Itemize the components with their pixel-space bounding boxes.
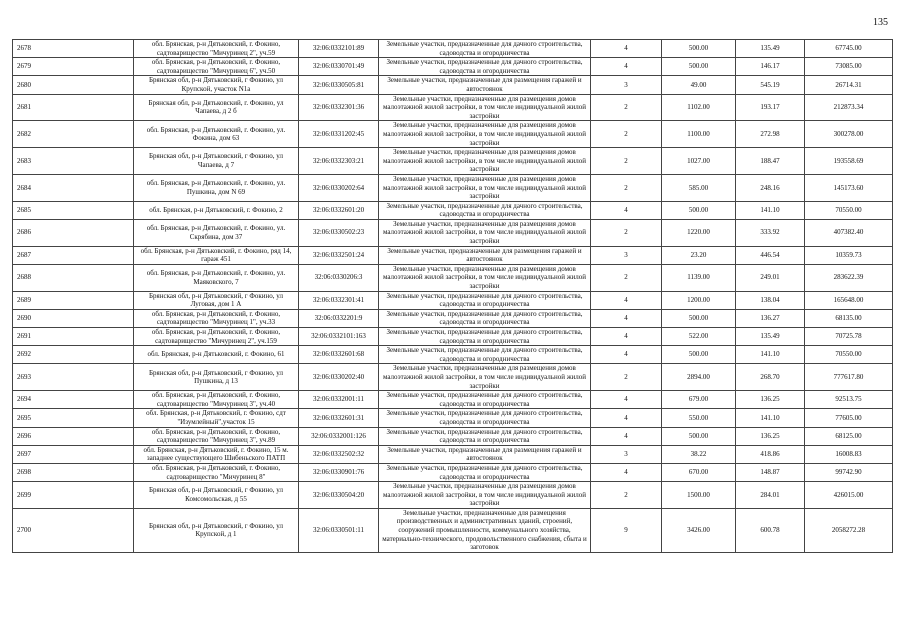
table-row — [13, 94, 893, 121]
table-row — [13, 508, 893, 552]
cadastral-value-cell: 407382.40 — [805, 219, 893, 246]
area-cell: 1220.00 — [662, 219, 736, 246]
row-number: 2684 — [13, 174, 134, 201]
cadastral-number-cell: 32:06:0330901:76 — [299, 463, 379, 481]
specific-value-cell: 136.25 — [736, 391, 805, 409]
cadastral-number-cell: 32:06:0330504:20 — [299, 482, 379, 509]
land-use-cell: Земельные участки, предназначенные для дачного строительства, садоводства и огородничества — [379, 40, 591, 58]
cadastral-number-cell: 32:06:0332601:31 — [299, 409, 379, 427]
use-group-cell: 9 — [591, 508, 662, 552]
specific-value-cell: 135.49 — [736, 328, 805, 346]
use-group-cell: 2 — [591, 482, 662, 509]
cadastral-value-cell: 212873.34 — [805, 94, 893, 121]
land-use-cell: Земельные участки, предназначенные для размещения домов малоэтажной жилой застройки, в том числе индивидуальной жилой застройки — [379, 364, 591, 391]
specific-value-cell: 284.01 — [736, 482, 805, 509]
cadastral-value-cell: 193558.69 — [805, 148, 893, 175]
specific-value-cell: 545.19 — [736, 76, 805, 94]
area-cell: 1200.00 — [662, 291, 736, 309]
table-row — [13, 201, 893, 219]
cadastral-number-cell: 32:06:0330505:81 — [299, 76, 379, 94]
table-row — [13, 264, 893, 291]
land-use-cell: Земельные участки, предназначенные для размещения домов малоэтажной жилой застройки, в том числе индивидуальной жилой застройки — [379, 482, 591, 509]
table-row — [13, 328, 893, 346]
use-group-cell: 4 — [591, 201, 662, 219]
cadastral-value-cell: 26714.31 — [805, 76, 893, 94]
address-cell: обл. Брянская, р-н Дятьковский, г. Фокино, сдт "Изумлейный",участок 15 — [134, 409, 299, 427]
address-cell: обл. Брянская, р-н Дятьковский, г. Фокино, садтоварищество "Мичуринец 8" — [134, 463, 299, 481]
land-use-cell: Земельные участки, предназначенные для размещения домов малоэтажной жилой застройки, в том числе индивидуальной жилой застройки — [379, 219, 591, 246]
specific-value-cell: 193.17 — [736, 94, 805, 121]
cadastral-number-cell: 32:06:0332303:21 — [299, 148, 379, 175]
address-cell: Брянская обл, р-н Дятьковский, г Фокино, ул Луговая, дом 1 А — [134, 291, 299, 309]
cadastral-number-cell: 32:06:0332001:126 — [299, 427, 379, 445]
cadastral-value-cell: 16008.83 — [805, 445, 893, 463]
specific-value-cell: 148.87 — [736, 463, 805, 481]
address-cell: обл. Брянская, р-н Дятьковский, г. Фокино, ряд 14, гараж 451 — [134, 246, 299, 264]
row-number: 2695 — [13, 409, 134, 427]
row-number: 2700 — [13, 508, 134, 552]
area-cell: 500.00 — [662, 427, 736, 445]
cadastral-number-cell: 32:06:0332301:36 — [299, 94, 379, 121]
cadastral-number-cell: 32:06:0332101:89 — [299, 40, 379, 58]
row-number: 2692 — [13, 346, 134, 364]
address-cell: обл. Брянская, р-н Дятьковский, г. Фокино, ул. Скрябина, дом 37 — [134, 219, 299, 246]
address-cell: обл. Брянская, р-н Дятьковский, г. Фокино, ул. Фокина, дом 63 — [134, 121, 299, 148]
cadastral-number-cell: 32:06:0332601:68 — [299, 346, 379, 364]
land-use-cell: Земельные участки, предназначенные для дачного строительства, садоводства и огородничества — [379, 309, 591, 327]
table-row — [13, 409, 893, 427]
table-row — [13, 445, 893, 463]
cadastral-value-cell: 10359.73 — [805, 246, 893, 264]
area-cell: 585.00 — [662, 174, 736, 201]
table-body — [13, 40, 893, 553]
specific-value-cell: 268.70 — [736, 364, 805, 391]
cadastral-number-cell: 32:06:0332101:163 — [299, 328, 379, 346]
use-group-cell: 4 — [591, 309, 662, 327]
cadastral-value-cell: 145173.60 — [805, 174, 893, 201]
land-use-cell: Земельные участки, предназначенные для дачного строительства, садоводства и огородничества — [379, 201, 591, 219]
address-cell: обл. Брянская, р-н Дятьковский, г. Фокино, садтоварищество "Мичуринец 2", уч.59 — [134, 40, 299, 58]
specific-value-cell: 141.10 — [736, 201, 805, 219]
cadastral-number-cell: 32:06:0331202:45 — [299, 121, 379, 148]
use-group-cell: 3 — [591, 246, 662, 264]
use-group-cell: 3 — [591, 445, 662, 463]
table-row — [13, 76, 893, 94]
land-use-cell: Земельные участки, предназначенные для размещения производственных и административных зданий, строений, сооружений промышленности, коммунального хозяйства, материально-технического, продовольственного снабжения, сбыта и заготовок — [379, 508, 591, 552]
row-number: 2690 — [13, 309, 134, 327]
cadastral-table-container — [12, 39, 892, 553]
cadastral-value-cell: 92513.75 — [805, 391, 893, 409]
row-number: 2682 — [13, 121, 134, 148]
row-number: 2685 — [13, 201, 134, 219]
use-group-cell: 4 — [591, 291, 662, 309]
address-cell: обл. Брянская, р-н Дятьковский, г. Фокино, 2 — [134, 201, 299, 219]
table-row — [13, 40, 893, 58]
table-row — [13, 427, 893, 445]
row-number: 2697 — [13, 445, 134, 463]
specific-value-cell: 136.27 — [736, 309, 805, 327]
area-cell: 49.00 — [662, 76, 736, 94]
use-group-cell: 2 — [591, 148, 662, 175]
table-row — [13, 58, 893, 76]
area-cell: 3426.00 — [662, 508, 736, 552]
row-number: 2681 — [13, 94, 134, 121]
cadastral-value-cell: 67745.00 — [805, 40, 893, 58]
use-group-cell: 2 — [591, 94, 662, 121]
area-cell: 500.00 — [662, 58, 736, 76]
area-cell: 1139.00 — [662, 264, 736, 291]
row-number: 2696 — [13, 427, 134, 445]
address-cell: обл. Брянская, р-н Дятьковский, г. Фокино, ул. Пушкина, дом N 69 — [134, 174, 299, 201]
address-cell: обл. Брянская, р-н Дятьковский, г. Фокино, садтоварищество "Мичуринец 6", уч.50 — [134, 58, 299, 76]
land-use-cell: Земельные участки, предназначенные для размещения домов малоэтажной жилой застройки, в том числе индивидуальной жилой застройки — [379, 94, 591, 121]
cadastral-number-cell: 32:06:0330202:64 — [299, 174, 379, 201]
use-group-cell: 3 — [591, 76, 662, 94]
area-cell: 500.00 — [662, 346, 736, 364]
area-cell: 679.00 — [662, 391, 736, 409]
page-number: 135 — [873, 17, 888, 28]
area-cell: 1100.00 — [662, 121, 736, 148]
land-use-cell: Земельные участки, предназначенные для дачного строительства, садоводства и огородничества — [379, 58, 591, 76]
specific-value-cell: 248.16 — [736, 174, 805, 201]
cadastral-value-cell: 70725.78 — [805, 328, 893, 346]
use-group-cell: 4 — [591, 463, 662, 481]
table-row — [13, 482, 893, 509]
table-row — [13, 148, 893, 175]
specific-value-cell: 135.49 — [736, 40, 805, 58]
land-use-cell: Земельные участки, предназначенные для дачного строительства, садоводства и огородничества — [379, 346, 591, 364]
land-use-cell: Земельные участки, предназначенные для размещения домов малоэтажной жилой застройки, в том числе индивидуальной жилой застройки — [379, 148, 591, 175]
use-group-cell: 4 — [591, 346, 662, 364]
specific-value-cell: 138.04 — [736, 291, 805, 309]
address-cell: обл. Брянская, р-н Дятьковский, г. Фокино, садтоварищество "Мичуринец 3", уч.40 — [134, 391, 299, 409]
address-cell: Брянская обл, р-н Дятьковский, г Фокино, ул Крупской, участок N1а — [134, 76, 299, 94]
cadastral-number-cell: 32:06:0332601:20 — [299, 201, 379, 219]
specific-value-cell: 188.47 — [736, 148, 805, 175]
cadastral-value-cell: 777617.80 — [805, 364, 893, 391]
table-row — [13, 309, 893, 327]
area-cell: 550.00 — [662, 409, 736, 427]
area-cell: 500.00 — [662, 40, 736, 58]
land-use-cell: Земельные участки, предназначенные для размещения гаражей и автостоянок — [379, 76, 591, 94]
area-cell: 670.00 — [662, 463, 736, 481]
table-row — [13, 391, 893, 409]
land-use-cell: Земельные участки, предназначенные для размещения домов малоэтажной жилой застройки, в том числе индивидуальной жилой застройки — [379, 174, 591, 201]
cadastral-number-cell: 32:06:0330206:3 — [299, 264, 379, 291]
area-cell: 23.20 — [662, 246, 736, 264]
address-cell: Брянская обл, р-н Дятьковский, г Фокино, ул Комсомольская, д 55 — [134, 482, 299, 509]
cadastral-number-cell: 32:06:0330701:49 — [299, 58, 379, 76]
use-group-cell: 2 — [591, 219, 662, 246]
cadastral-number-cell: 32:06:0332501:24 — [299, 246, 379, 264]
address-cell: обл. Брянская, р-н Дятьковский, г. Фокино, 61 — [134, 346, 299, 364]
use-group-cell: 4 — [591, 391, 662, 409]
use-group-cell: 2 — [591, 264, 662, 291]
cadastral-value-cell: 73085.00 — [805, 58, 893, 76]
specific-value-cell: 272.98 — [736, 121, 805, 148]
land-use-cell: Земельные участки, предназначенные для дачного строительства, садоводства и огородничества — [379, 409, 591, 427]
land-use-cell: Земельные участки, предназначенные для размещения домов малоэтажной жилой застройки, в том числе индивидуальной жилой застройки — [379, 264, 591, 291]
table-row — [13, 463, 893, 481]
row-number: 2698 — [13, 463, 134, 481]
row-number: 2691 — [13, 328, 134, 346]
cadastral-value-cell: 283622.39 — [805, 264, 893, 291]
specific-value-cell: 146.17 — [736, 58, 805, 76]
area-cell: 1102.00 — [662, 94, 736, 121]
cadastral-number-cell: 32:06:0330502:23 — [299, 219, 379, 246]
cadastral-value-table — [12, 39, 893, 553]
table-row — [13, 174, 893, 201]
cadastral-value-cell: 70550.00 — [805, 346, 893, 364]
land-use-cell: Земельные участки, предназначенные для дачного строительства, садоводства и огородничества — [379, 391, 591, 409]
row-number: 2699 — [13, 482, 134, 509]
cadastral-number-cell: 32:06:0330202:40 — [299, 364, 379, 391]
use-group-cell: 4 — [591, 427, 662, 445]
cadastral-number-cell: 32:06:0332301:41 — [299, 291, 379, 309]
table-row — [13, 219, 893, 246]
use-group-cell: 4 — [591, 409, 662, 427]
specific-value-cell: 446.54 — [736, 246, 805, 264]
land-use-cell: Земельные участки, предназначенные для размещения домов малоэтажной жилой застройки, в том числе индивидуальной жилой застройки — [379, 121, 591, 148]
use-group-cell: 4 — [591, 40, 662, 58]
address-cell: Брянская обл, р-н Дятьковский, г Фокино, ул Крупской, д 1 — [134, 508, 299, 552]
address-cell: обл. Брянская, р-н Дятьковский, г. Фокино, садтоварищество "Мичуринец 3", уч.89 — [134, 427, 299, 445]
row-number: 2693 — [13, 364, 134, 391]
cadastral-value-cell: 68125.00 — [805, 427, 893, 445]
cadastral-value-cell: 68135.00 — [805, 309, 893, 327]
cadastral-value-cell: 77605.00 — [805, 409, 893, 427]
row-number: 2689 — [13, 291, 134, 309]
use-group-cell: 4 — [591, 328, 662, 346]
area-cell: 1500.00 — [662, 482, 736, 509]
address-cell: обл. Брянская, р-н Дятьковский, г. Фокино, ул. Маяковского, 7 — [134, 264, 299, 291]
cadastral-number-cell: 32:06:0332201:9 — [299, 309, 379, 327]
cadastral-number-cell: 32:06:0330501:11 — [299, 508, 379, 552]
use-group-cell: 2 — [591, 121, 662, 148]
address-cell: Брянская обл, р-н Дятьковский, г. Фокино, ул Чапаева, д 2 б — [134, 94, 299, 121]
area-cell: 1027.00 — [662, 148, 736, 175]
specific-value-cell: 249.01 — [736, 264, 805, 291]
row-number: 2683 — [13, 148, 134, 175]
use-group-cell: 4 — [591, 58, 662, 76]
cadastral-value-cell: 99742.90 — [805, 463, 893, 481]
specific-value-cell: 141.10 — [736, 409, 805, 427]
specific-value-cell: 141.10 — [736, 346, 805, 364]
cadastral-value-cell: 426015.00 — [805, 482, 893, 509]
table-row — [13, 246, 893, 264]
area-cell: 500.00 — [662, 309, 736, 327]
land-use-cell: Земельные участки, предназначенные для размещения гаражей и автостоянок — [379, 246, 591, 264]
address-cell: обл. Брянская, р-н Дятьковский, г. Фокино, 15 м. западнее существующего Шибеньского ПАТП — [134, 445, 299, 463]
cadastral-value-cell: 165648.00 — [805, 291, 893, 309]
land-use-cell: Земельные участки, предназначенные для дачного строительства, садоводства и огородничества — [379, 291, 591, 309]
area-cell: 2894.00 — [662, 364, 736, 391]
cadastral-value-cell: 300278.00 — [805, 121, 893, 148]
row-number: 2688 — [13, 264, 134, 291]
row-number: 2679 — [13, 58, 134, 76]
land-use-cell: Земельные участки, предназначенные для дачного строительства, садоводства и огородничества — [379, 463, 591, 481]
row-number: 2678 — [13, 40, 134, 58]
area-cell: 522.00 — [662, 328, 736, 346]
specific-value-cell: 333.92 — [736, 219, 805, 246]
address-cell: Брянская обл, р-н Дятьковский, г Фокино, ул Чапаева, д 7 — [134, 148, 299, 175]
specific-value-cell: 418.86 — [736, 445, 805, 463]
cadastral-value-cell: 70550.00 — [805, 201, 893, 219]
table-row — [13, 291, 893, 309]
area-cell: 38.22 — [662, 445, 736, 463]
row-number: 2686 — [13, 219, 134, 246]
row-number: 2694 — [13, 391, 134, 409]
specific-value-cell: 136.25 — [736, 427, 805, 445]
use-group-cell: 2 — [591, 364, 662, 391]
land-use-cell: Земельные участки, предназначенные для размещения гаражей и автостоянок — [379, 445, 591, 463]
address-cell: обл. Брянская, р-н Дятьковский, г. Фокино, садтоварищество "Мичуринец 2", уч.159 — [134, 328, 299, 346]
table-row — [13, 346, 893, 364]
use-group-cell: 2 — [591, 174, 662, 201]
cadastral-number-cell: 32:06:0332502:32 — [299, 445, 379, 463]
specific-value-cell: 600.78 — [736, 508, 805, 552]
table-row — [13, 364, 893, 391]
row-number: 2680 — [13, 76, 134, 94]
land-use-cell: Земельные участки, предназначенные для дачного строительства, садоводства и огородничества — [379, 427, 591, 445]
address-cell: обл. Брянская, р-н Дятьковский, г. Фокино, садтоварищество "Мичуринец 1", уч.33 — [134, 309, 299, 327]
row-number: 2687 — [13, 246, 134, 264]
cadastral-number-cell: 32:06:0332001:11 — [299, 391, 379, 409]
land-use-cell: Земельные участки, предназначенные для дачного строительства, садоводства и огородничества — [379, 328, 591, 346]
table-row — [13, 121, 893, 148]
cadastral-value-cell: 2058272.28 — [805, 508, 893, 552]
address-cell: Брянская обл, р-н Дятьковский, г Фокино, ул Пушкина, д 13 — [134, 364, 299, 391]
area-cell: 500.00 — [662, 201, 736, 219]
